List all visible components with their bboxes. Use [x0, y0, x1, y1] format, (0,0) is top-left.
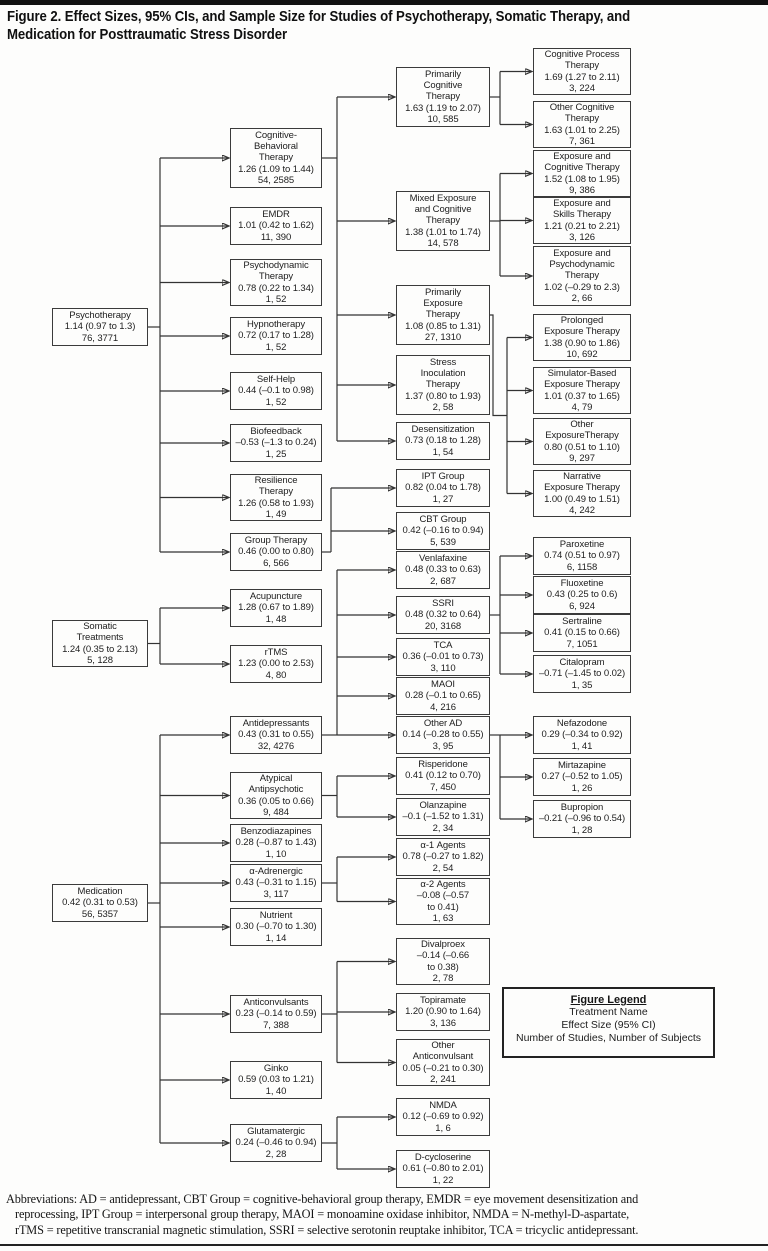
node-text-line: IPT Group	[421, 471, 465, 483]
node-text-line: Mixed Exposure	[409, 192, 477, 204]
node-text-line: Glutamatergic	[247, 1126, 305, 1138]
node-text-line: 0.28 (–0.1 to 0.65)	[405, 690, 481, 702]
node-text-line: MAOI	[431, 679, 455, 691]
node-mixed-exposure-cognitive	[396, 191, 490, 251]
node-text-line: Nutrient	[259, 910, 293, 922]
node-text-line: 0.44 (–0.1 to 0.98)	[238, 385, 314, 397]
node-text-line: NMDA	[429, 1100, 457, 1112]
node-text-line: 32, 4276	[257, 740, 295, 752]
node-text-line: Topiramate	[420, 995, 466, 1007]
node-text-line: to 0.41)	[427, 901, 459, 913]
node-text-line: Exposure and	[553, 197, 611, 209]
node-psychotherapy	[52, 308, 148, 346]
node-text-line: and Cognitive	[414, 204, 472, 216]
node-text-line: 1, 25	[265, 448, 287, 460]
node-text-line: 1.08 (0.85 to 1.31)	[405, 320, 481, 332]
node-text-line: 4, 79	[571, 401, 593, 413]
node-text-line: Other	[570, 418, 594, 430]
node-text-line: 1.26 (1.09 to 1.44)	[238, 163, 314, 175]
node-text-line: 1.23 (0.00 to 2.53)	[238, 658, 314, 670]
node-text-line: 0.27 (–0.52 to 1.05)	[541, 771, 623, 783]
node-other-cognitive-therapy	[533, 101, 631, 148]
node-text-line: 5, 128	[87, 654, 113, 666]
node-text-line: 4, 242	[569, 504, 595, 516]
node-text-line: Stress	[429, 356, 457, 368]
node-text-line: Antipsychotic	[248, 784, 304, 796]
node-text-line: –0.14 (–0.66	[416, 950, 470, 962]
node-text-line: Biofeedback	[250, 426, 302, 438]
node-text-line: 4, 216	[430, 701, 456, 713]
node-text-line: 0.48 (0.33 to 0.63)	[405, 564, 481, 576]
node-text-line: 9, 386	[569, 184, 595, 196]
node-text-line: Risperidone	[418, 759, 468, 771]
node-sertraline	[533, 614, 631, 652]
node-text-line: Exposure and	[553, 150, 611, 162]
node-text-line: 2, 58	[432, 401, 454, 413]
node-text-line: Therapy	[564, 113, 600, 125]
node-text-line: Group Therapy	[244, 535, 308, 547]
node-text-line: –0.08 (–0.57	[416, 890, 470, 902]
node-text-line: 1.21 (0.21 to 2.21)	[544, 220, 620, 232]
node-text-line: 2, 687	[430, 575, 456, 587]
node-other-exposure-therapy	[533, 418, 631, 465]
node-emdr	[230, 207, 322, 245]
node-text-line: Therapy	[564, 270, 600, 282]
node-text-line: 7, 1051	[566, 638, 598, 650]
node-text-line: Simulator-Based	[547, 367, 617, 379]
node-stress-inoculation-therapy	[396, 355, 490, 415]
node-text-line: 0.61 (–0.80 to 2.01)	[402, 1163, 484, 1175]
node-text-line: 3, 110	[430, 662, 456, 674]
node-text-line: Behavioral	[254, 141, 298, 153]
node-cbt-group	[396, 512, 490, 550]
node-other-ad	[396, 716, 490, 754]
node-self-help	[230, 372, 322, 410]
node-text-line: 3, 95	[432, 740, 454, 752]
node-atypical-antipsychotic	[230, 772, 322, 819]
node-antidepressants	[230, 716, 322, 754]
node-tca	[396, 638, 490, 676]
node-text-line: 1, 28	[571, 824, 593, 836]
node-mirtazapine	[533, 758, 631, 796]
node-text-line: 76, 3771	[81, 332, 119, 344]
node-text-line: ExposureTherapy	[545, 430, 619, 442]
node-text-line: Primarily	[424, 68, 462, 80]
node-text-line: 0.43 (0.25 to 0.6)	[546, 589, 618, 601]
node-text-line: Resilience	[254, 474, 298, 486]
node-text-line: 14, 578	[427, 237, 459, 249]
node-text-line: Prolonged	[560, 314, 604, 326]
node-text-line: 4, 80	[265, 669, 287, 681]
node-nefazodone	[533, 716, 631, 754]
node-text-line: Exposure Therapy	[544, 379, 620, 391]
node-text-line: Exposure	[423, 298, 463, 310]
node-text-line: 1.02 (–0.29 to 2.3)	[544, 281, 620, 293]
node-text-line: 7, 450	[430, 781, 456, 793]
node-text-line: 2, 54	[432, 862, 454, 874]
node-text-line: 1, 52	[265, 341, 287, 353]
node-ssri	[396, 596, 490, 634]
node-text-line: Self-Help	[256, 374, 296, 386]
node-text-line: 5, 539	[430, 536, 456, 548]
node-text-line: 56, 5357	[81, 908, 119, 920]
node-text-line: 1, 48	[265, 613, 287, 625]
node-text-line: 1.01 (0.37 to 1.65)	[544, 390, 620, 402]
node-desensitization	[396, 422, 490, 460]
node-text-line: 2, 241	[430, 1073, 456, 1085]
node-cognitive-behavioral-therapy	[230, 128, 322, 188]
node-text-line: 1, 52	[265, 293, 287, 305]
node-text-line: Venlafaxine	[418, 553, 468, 565]
legend-studies-subjects: Number of Studies, Number of Subjects	[515, 1032, 701, 1044]
node-text-line: 1.38 (1.01 to 1.74)	[405, 226, 481, 238]
node-text-line: Psychodynamic	[549, 259, 615, 271]
node-text-line: Exposure Therapy	[544, 326, 620, 338]
node-text-line: Acupuncture	[249, 591, 303, 603]
node-text-line: Other AD	[423, 718, 463, 730]
node-risperidone	[396, 757, 490, 795]
node-text-line: Therapy	[258, 271, 294, 283]
node-text-line: 0.36 (0.05 to 0.66)	[238, 795, 314, 807]
node-text-line: Mirtazapine	[557, 760, 606, 772]
node-text-line: 20, 3168	[424, 620, 462, 632]
node-text-line: Therapy	[564, 60, 600, 72]
node-text-line: 1.28 (0.67 to 1.89)	[238, 602, 314, 614]
node-text-line: 0.43 (0.31 to 0.55)	[238, 729, 314, 741]
node-olanzapine	[396, 798, 490, 836]
node-text-line: 27, 1310	[424, 331, 462, 343]
node-text-line: 0.78 (–0.27 to 1.82)	[402, 851, 484, 863]
node-cognitive-process-therapy	[533, 48, 631, 95]
node-text-line: Somatic	[83, 620, 117, 632]
node-text-line: Nefazodone	[556, 718, 608, 730]
abbreviations-line-3: rTMS = repetitive transcranial magnetic stimulation, SSRI = selective serotonin reuptake inhibitor, TCA = tricyclic antidepressant.	[15, 1222, 639, 1237]
node-medication	[52, 884, 148, 922]
figure-legend-box	[502, 987, 715, 1058]
node-text-line: 1.00 (0.49 to 1.51)	[544, 493, 620, 505]
abbreviations-note	[6, 1192, 766, 1238]
node-text-line: 0.72 (0.17 to 1.28)	[238, 330, 314, 342]
node-exposure-and-psychodynamic-therapy	[533, 246, 631, 306]
figure-title-line-1: Figure 2. Effect Sizes, 95% CIs, and Sample Size for Studies of Psychotherapy, Somatic Therapy, and	[7, 8, 631, 25]
node-alpha-1-agents	[396, 838, 490, 876]
node-text-line: 1.24 (0.35 to 2.13)	[62, 643, 138, 655]
node-text-line: 1.14 (0.97 to 1.3)	[64, 321, 136, 333]
node-text-line: Skills Therapy	[552, 209, 612, 221]
node-text-line: 3, 136	[430, 1017, 456, 1029]
node-venlafaxine	[396, 551, 490, 589]
node-text-line: Therapy	[425, 91, 461, 103]
node-text-line: rTMS	[264, 647, 288, 659]
node-text-line: 6, 1158	[566, 561, 598, 573]
node-text-line: 0.46 (0.00 to 0.80)	[238, 546, 314, 558]
node-rtms	[230, 645, 322, 683]
node-text-line: 0.12 (–0.69 to 0.92)	[402, 1111, 484, 1123]
node-text-line: Anticonvulsant	[412, 1051, 474, 1063]
node-text-line: Treatments	[76, 632, 124, 644]
node-fluoxetine	[533, 576, 631, 614]
node-text-line: 0.42 (0.31 to 0.53)	[62, 897, 138, 909]
node-alpha-2-agents	[396, 878, 490, 925]
node-text-line: Divalproex	[421, 938, 465, 950]
node-text-line: 0.41 (0.12 to 0.70)	[405, 770, 481, 782]
node-text-line: 0.80 (0.51 to 1.10)	[544, 441, 620, 453]
node-ginko	[230, 1061, 322, 1099]
node-glutamatergic	[230, 1124, 322, 1162]
node-text-line: 0.28 (–0.87 to 1.43)	[235, 837, 317, 849]
node-text-line: 1, 52	[265, 396, 287, 408]
node-text-line: 0.24 (–0.46 to 0.94)	[235, 1137, 317, 1149]
node-text-line: 1, 27	[432, 493, 454, 505]
node-text-line: 7, 361	[569, 135, 595, 147]
node-text-line: 1, 49	[265, 508, 287, 520]
node-text-line: 11, 390	[260, 231, 292, 243]
node-text-line: –0.53 (–1.3 to 0.24)	[235, 437, 317, 449]
node-text-line: α-Adrenergic	[249, 866, 303, 878]
node-text-line: 2, 28	[265, 1148, 287, 1160]
node-text-line: 3, 224	[569, 82, 595, 94]
node-text-line: Narrative	[563, 470, 601, 482]
node-text-line: 1.69 (1.27 to 2.11)	[544, 71, 620, 83]
node-text-line: Cognitive-	[255, 129, 297, 141]
node-anticonvulsants	[230, 995, 322, 1033]
node-text-line: Exposure Therapy	[544, 482, 620, 494]
node-text-line: 0.36 (–0.01 to 0.73)	[402, 651, 484, 663]
node-text-line: 0.30 (–0.70 to 1.30)	[235, 921, 317, 933]
node-text-line: to 0.38)	[427, 961, 459, 973]
node-text-line: 1.20 (0.90 to 1.64)	[405, 1006, 481, 1018]
abbreviations-line-2: reprocessing, IPT Group = interpersonal group therapy, MAOI = monoamine oxidase inhibitor, NMDA = N-methyl-D-aspartate,	[15, 1207, 630, 1222]
node-text-line: –0.71 (–1.45 to 0.02)	[538, 668, 626, 680]
node-text-line: 0.74 (0.51 to 0.97)	[544, 550, 620, 562]
node-text-line: 1.26 (0.58 to 1.93)	[238, 497, 314, 509]
node-maoi	[396, 677, 490, 715]
node-text-line: EMDR	[262, 209, 290, 221]
node-text-line: Psychotherapy	[69, 310, 131, 322]
node-text-line: 1.37 (0.80 to 1.93)	[405, 390, 481, 402]
node-text-line: Cognitive Process	[544, 48, 620, 60]
legend-effect-size: Effect Size (95% CI)	[561, 1019, 656, 1031]
node-text-line: Hypnotherapy	[247, 319, 305, 331]
node-text-line: 6, 924	[569, 600, 595, 612]
node-text-line: 7, 388	[263, 1019, 289, 1031]
node-text-line: 2, 34	[432, 822, 454, 834]
node-narrative-exposure-therapy	[533, 470, 631, 517]
node-text-line: Other Cognitive	[549, 101, 615, 113]
node-group-therapy	[230, 533, 322, 571]
node-text-line: 2, 66	[571, 292, 593, 304]
node-other-anticonvulsant	[396, 1039, 490, 1086]
node-text-line: Citalopram	[559, 657, 605, 669]
node-text-line: Inoculation	[420, 368, 466, 380]
node-text-line: α-2 Agents	[420, 878, 466, 890]
node-text-line: 0.29 (–0.34 to 0.92)	[541, 729, 623, 741]
node-text-line: 1, 26	[571, 782, 593, 794]
figure-title-line-2: Medication for Posttraumatic Stress Disorder	[7, 26, 288, 43]
node-text-line: CBT Group	[419, 514, 467, 526]
node-text-line: Anticonvulsants	[243, 997, 309, 1009]
node-text-line: 0.43 (–0.31 to 1.15)	[235, 877, 317, 889]
node-hypnotherapy	[230, 317, 322, 355]
node-d-cycloserine	[396, 1150, 490, 1188]
node-text-line: 1, 63	[432, 912, 454, 924]
node-text-line: Exposure and	[553, 247, 611, 259]
legend-treatment-name: Treatment Name	[569, 1006, 648, 1018]
node-text-line: Therapy	[425, 215, 461, 227]
node-text-line: 0.78 (0.22 to 1.34)	[238, 282, 314, 294]
node-text-line: –0.1 (–1.52 to 1.31)	[402, 811, 484, 823]
node-text-line: Ginko	[263, 1063, 289, 1075]
node-acupuncture	[230, 589, 322, 627]
node-primarily-exposure-therapy	[396, 285, 490, 345]
node-text-line: Antidepressants	[242, 718, 310, 730]
node-prolonged-exposure-therapy	[533, 314, 631, 361]
node-text-line: Psychodynamic	[243, 259, 309, 271]
node-text-line: 0.23 (–0.14 to 0.59)	[235, 1008, 317, 1020]
node-text-line: 1.01 (0.42 to 1.62)	[238, 220, 314, 232]
node-text-line: α-1 Agents	[420, 840, 466, 852]
node-text-line: 1.52 (1.08 to 1.95)	[544, 173, 620, 185]
connector-line	[490, 315, 507, 416]
node-text-line: Medication	[77, 886, 123, 898]
node-text-line: 9, 484	[263, 806, 289, 818]
node-text-line: 1, 40	[265, 1085, 287, 1097]
node-nmda	[396, 1098, 490, 1136]
node-text-line: 0.48 (0.32 to 0.64)	[405, 609, 481, 621]
node-text-line: 1, 41	[571, 740, 593, 752]
node-paroxetine	[533, 537, 631, 575]
node-text-line: 1, 6	[435, 1122, 451, 1134]
node-resilience-therapy	[230, 474, 322, 521]
node-text-line: Primarily	[424, 286, 462, 298]
node-divalproex	[396, 938, 490, 985]
node-text-line: 1, 54	[432, 446, 454, 458]
node-text-line: 1.63 (1.19 to 2.07)	[405, 102, 481, 114]
node-nutrient	[230, 908, 322, 946]
node-text-line: 1, 35	[571, 679, 593, 691]
node-text-line: 6, 566	[263, 557, 289, 569]
node-text-line: Bupropion	[560, 802, 604, 814]
node-text-line: 1, 22	[432, 1174, 454, 1186]
node-text-line: 54, 2585	[257, 174, 295, 186]
node-text-line: Paroxetine	[559, 539, 605, 551]
node-text-line: 9, 297	[569, 452, 595, 464]
node-text-line: 3, 126	[569, 231, 595, 243]
node-psychodynamic-therapy	[230, 259, 322, 306]
node-text-line: Cognitive Therapy	[544, 162, 620, 174]
node-topiramate	[396, 993, 490, 1031]
node-benzodiazapines	[230, 824, 322, 862]
node-text-line: 0.42 (–0.16 to 0.94)	[402, 525, 484, 537]
node-text-line: 1, 10	[265, 848, 287, 860]
node-bupropion	[533, 800, 631, 838]
node-text-line: 0.73 (0.18 to 1.28)	[405, 435, 481, 447]
node-citalopram	[533, 655, 631, 693]
node-text-line: Atypical	[259, 772, 293, 784]
node-text-line: 3, 117	[263, 888, 289, 900]
abbreviations-line-1: Abbreviations: AD = antidepressant, CBT Group = cognitive-behavioral group therapy, EMDR = eye movement desensitization and	[6, 1192, 639, 1206]
node-text-line: 0.59 (0.03 to 1.21)	[238, 1074, 314, 1086]
node-text-line: 0.41 (0.15 to 0.66)	[544, 627, 620, 639]
node-text-line: D-cycloserine	[414, 1152, 472, 1164]
node-text-line: 0.14 (–0.28 to 0.55)	[402, 729, 484, 741]
node-text-line: TCA	[433, 640, 453, 652]
node-text-line: 0.82 (0.04 to 1.78)	[405, 482, 481, 494]
node-text-line: Therapy	[425, 309, 461, 321]
node-somatic-treatments	[52, 620, 148, 667]
node-text-line: 1.38 (0.90 to 1.86)	[544, 337, 620, 349]
node-primarily-cognitive-therapy	[396, 67, 490, 127]
node-text-line: Sertraline	[562, 616, 602, 628]
node-text-line: 1.63 (1.01 to 2.25)	[544, 124, 620, 136]
node-text-line: 10, 585	[427, 113, 459, 125]
node-text-line: Fluoxetine	[560, 578, 604, 590]
node-text-line: 2, 78	[432, 972, 454, 984]
node-text-line: Therapy	[258, 152, 294, 164]
node-text-line: Desensitization	[411, 424, 475, 436]
node-text-line: SSRI	[432, 598, 454, 610]
node-text-line: 0.05 (–0.21 to 0.30)	[402, 1062, 484, 1074]
node-exposure-and-skills-therapy	[533, 197, 631, 244]
node-exposure-and-cognitive-therapy	[533, 150, 631, 197]
node-ipt-group	[396, 469, 490, 507]
node-text-line: 1, 14	[265, 932, 287, 944]
figure-legend-title: Figure Legend	[570, 994, 647, 1006]
node-text-line: 10, 692	[566, 348, 598, 360]
node-text-line: Other	[431, 1039, 455, 1051]
node-text-line: Benzodiazapines	[240, 826, 312, 838]
node-text-line: Therapy	[258, 486, 294, 498]
node-text-line: Cognitive	[423, 80, 463, 92]
node-text-line: –0.21 (–0.96 to 0.54)	[538, 813, 626, 825]
node-text-line: Therapy	[425, 379, 461, 391]
bottom-rule	[0, 1244, 768, 1246]
node-biofeedback	[230, 424, 322, 462]
node-simulator-based-exposure-therapy	[533, 367, 631, 414]
node-text-line: Olanzapine	[419, 800, 467, 812]
node-alpha-adrenergic	[230, 864, 322, 902]
